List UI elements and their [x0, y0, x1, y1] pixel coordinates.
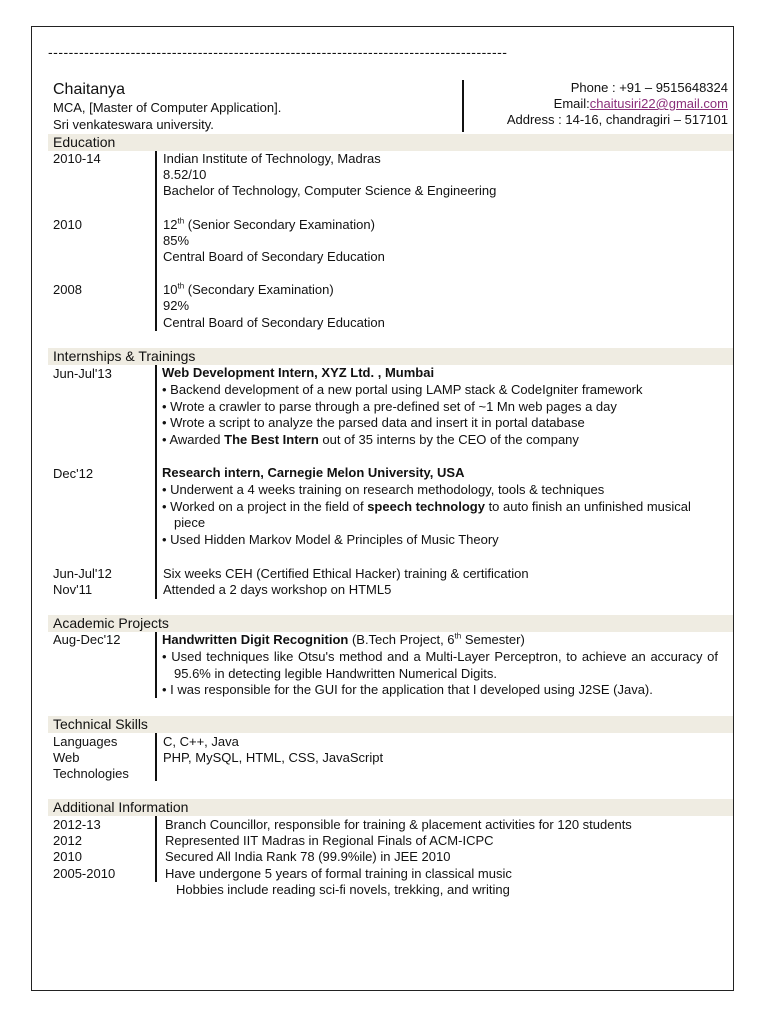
address: Address : 14-16, chandragiri – 517101 — [506, 112, 728, 127]
section-heading: Education — [53, 134, 116, 150]
intern-date: Nov'11 — [53, 582, 93, 597]
bullet: • Worked on a project in the field of speech technology to auto finish an unfinished musical piece — [162, 498, 691, 531]
skill-label: Technologies — [53, 766, 129, 781]
intern-entry — [162, 365, 718, 449]
email-link[interactable]: chaitusiri22@gmail.com — [589, 96, 728, 111]
edu-year: 2010 — [53, 217, 82, 232]
bullet: • Wrote a script to analyze the parsed data and insert it in portal database — [162, 415, 585, 431]
degree: MCA, [Master of Computer Application]. — [53, 100, 282, 115]
university: Sri venkateswara university. — [53, 117, 214, 132]
email-label: Email: — [553, 96, 590, 111]
intern-entry — [162, 465, 692, 549]
intern-title: Research intern, Carnegie Melon University, USA — [162, 465, 465, 480]
edu-line: Central Board of Secondary Education — [163, 315, 385, 330]
bullet: • Wrote a crawler to parse through a pre-defined set of ~1 Mn web pages a day — [162, 398, 617, 414]
section-heading: Internships & Trainings — [53, 348, 196, 364]
intern-text: Six weeks CEH (Certified Ethical Hacker) training & certification — [163, 566, 529, 581]
header-divider — [462, 80, 464, 132]
project-entry — [162, 632, 718, 699]
edu-year: 2010-14 — [53, 151, 101, 166]
additional-year: 2010 — [53, 849, 82, 864]
intern-date: Jun-Jul'13 — [53, 366, 112, 381]
additional-year: 2012 — [53, 833, 82, 848]
edu-line: Indian Institute of Technology, Madras — [163, 151, 381, 166]
intern-title: Web Development Intern, XYZ Ltd. , Mumbai — [162, 365, 435, 380]
bullet: • I was responsible for the GUI for the application that I developed using J2SE (Java). — [162, 682, 653, 698]
email-line — [554, 96, 728, 112]
skill-label: Web — [53, 750, 80, 765]
section-heading: Additional Information — [53, 799, 189, 815]
bullet: • Used techniques like Otsu's method and a Multi-Layer Perceptron, to achieve an accuracy of 95.6% in detecting legible Handwritten Numerical Digits. — [162, 648, 718, 681]
section-skills — [48, 716, 733, 733]
additional-text: Have undergone 5 years of formal training in classical music — [165, 866, 512, 881]
additional-year: 2012-13 — [53, 817, 101, 832]
skill-label: Languages — [53, 734, 118, 749]
edu-year: 2008 — [53, 282, 82, 297]
additional-year: 2005-2010 — [53, 866, 116, 881]
edu-line: 85% — [163, 233, 190, 248]
dashed-rule: ----------------------------------------------------------------------------------------- — [48, 44, 508, 60]
intern-date: Dec'12 — [53, 466, 94, 481]
section-heading: Technical Skills — [53, 716, 148, 732]
intern-text: Attended a 2 days workshop on HTML5 — [163, 582, 392, 597]
project-date: Aug-Dec'12 — [53, 632, 121, 647]
bullet: • Used Hidden Markov Model & Principles of Music Theory — [162, 532, 499, 548]
additional-divider — [155, 816, 157, 882]
skill-value: PHP, MySQL, HTML, CSS, JavaScript — [163, 750, 384, 765]
edu-line: 8.52/10 — [163, 167, 207, 182]
section-education — [48, 134, 733, 151]
edu-line: Central Board of Secondary Education — [163, 249, 385, 264]
edu-line: 92% — [163, 298, 190, 313]
edu-line: 12th (Senior Secondary Examination) — [163, 216, 375, 232]
section-internships — [48, 348, 733, 365]
internships-divider — [155, 365, 157, 599]
additional-text: Secured All India Rank 78 (99.9%ile) in JEE 2010 — [165, 849, 451, 864]
hobbies: Hobbies include reading sci-fi novels, trekking, and writing — [176, 882, 510, 897]
edu-line: Bachelor of Technology, Computer Science & Engineering — [163, 183, 497, 198]
phone: Phone : +91 – 9515648324 — [570, 80, 728, 95]
intern-date: Jun-Jul'12 — [53, 566, 112, 581]
bullet: • Awarded The Best Intern out of 35 interns by the CEO of the company — [162, 432, 579, 448]
projects-divider — [155, 632, 157, 698]
bullet: • Backend development of a new portal using LAMP stack & CodeIgniter framework — [162, 381, 643, 397]
project-title: Handwritten Digit Recognition (B.Tech Project, 6th Semester) — [162, 631, 525, 647]
candidate-name: Chaitanya — [53, 81, 126, 98]
section-projects — [48, 615, 733, 632]
additional-text: Represented IIT Madras in Regional Finals of ACM-ICPC — [165, 833, 494, 848]
bullet: • Underwent a 4 weeks training on research methodology, tools & techniques — [162, 481, 605, 497]
section-heading: Academic Projects — [53, 615, 169, 631]
additional-text: Branch Councillor, responsible for training & placement activities for 120 students — [165, 817, 632, 832]
skill-value: C, C++, Java — [163, 734, 239, 749]
section-additional — [48, 799, 733, 816]
education-divider — [155, 151, 157, 331]
edu-line: 10th (Secondary Examination) — [163, 281, 334, 297]
skills-divider — [155, 733, 157, 781]
